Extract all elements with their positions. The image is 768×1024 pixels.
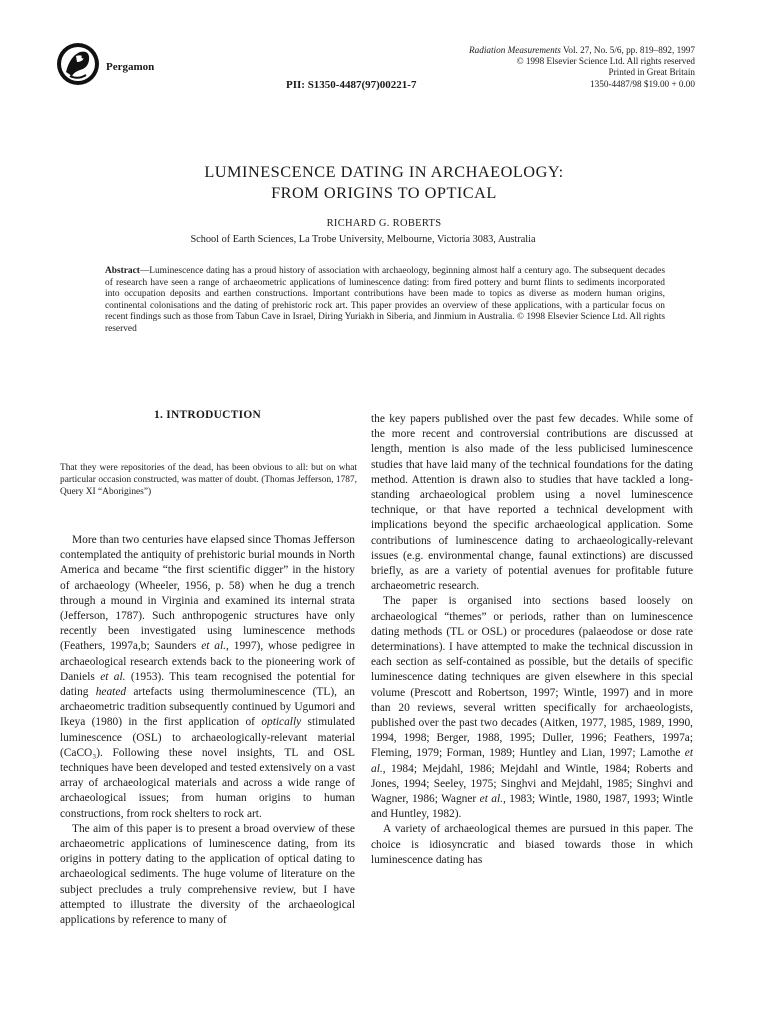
author-affiliation: School of Earth Sciences, La Trobe University, Melbourne, Victoria 3083, Australia [190, 234, 536, 245]
text-run: More than two centuries have elapsed since Thomas Jefferson contemplated the antiquity of prehistoric burial mounds in North America and became “the first scientific digger” in the history of archaeology (Wheeler, 1956, p. 58) when he dug a trench through a mound in Virginia and examined its internal strata (Jefferson, 1787). Such anthropogenic structures have only recently been investigated using luminescence methods (Feathers, 1997a,b; Saunders [60, 534, 355, 653]
epigraph-quote: That they were repositories of the dead, has been obvious to all: but on what particular occasion constructed, was matter of doubt. (Thomas Jefferson, 1787, Query XI “Aborigines”) [60, 463, 357, 498]
text-run: , 1997), whose pedigree in archaeological research extends back to the pioneering work of Daniels [60, 640, 356, 683]
text-run: , 1984; Mejdahl, 1986; Mejdahl and Wintle, 1984; Roberts and Jones, 1994; Seeley, 1975; Singhvi and Mejdahl, 1985; Singhvi and Wagner, 1986; Wagner [371, 762, 693, 806]
issn-price-line: 1350-4487/98 $19.00 + 0.00 [590, 78, 695, 89]
printed-line: Printed in Great Britain [608, 67, 695, 78]
text-run-italic: et al. [201, 640, 227, 653]
left-column [60, 533, 355, 928]
abstract-label: Abstract [105, 266, 140, 276]
section-heading-introduction: 1. INTRODUCTION [153, 409, 262, 421]
text-run: , 1983; Wintle, 1980, 1987, 1993; Wintle and Huntley, 1982). [371, 793, 693, 821]
pii-code: PII: S1350-4487(97)00221-7 [286, 79, 417, 91]
text-run-italic: et al. [100, 670, 126, 683]
author-name: RICHARD G. ROBERTS [326, 218, 442, 229]
publisher-name: Pergamon [106, 61, 155, 73]
paragraph: The aim of this paper is to present a broad overview of these archaeometric applications of luminescence dating, from its origins in pottery dating to the application of optical dating to archaeological sediments. The huge volume of literature on the subject precludes a truly comprehensive review, but I have attempted to illustrate the diversity of the archaeological applications by reference to many of [60, 822, 355, 927]
pergamon-logo-icon [56, 42, 100, 86]
text-run: artefacts using thermoluminescence (TL), an archaeometric tradition subsequently continued by Ugumori and Ikeya (1980) in the first application of [60, 686, 355, 729]
title-line-2: FROM ORIGINS TO OPTICAL [271, 183, 497, 202]
text-run-italic: et al. [371, 747, 693, 775]
right-column [371, 412, 693, 868]
paragraph: A variety of archaeological themes are pursued in this paper. The choice is idiosyncratic and biased towards those in which luminescence dating has [371, 823, 693, 866]
paragraph [60, 533, 355, 822]
text-run-italic: heated [95, 686, 127, 699]
paper-title [0, 161, 768, 203]
text-run-italic: optically [261, 716, 302, 729]
abstract-text: —Luminescence dating has a proud history of association with archaeology, beginning almost half a century ago. The subsequent decades of research have seen a range of archaeometric applications of luminescence dating: from fired pottery and burnt flints to sediments incorporated into occupation deposits and earthen constructions. Important contributions have been made to topics as diverse as modern human origins, continental colonisations and the dating of prehistoric rock art. This paper provides an overview of these applications, with a particular focus on recent findings such as those from Tabun Cave in Israel, Diring Yuriakh in Siberia, and Jinmium in Australia. © 1998 Elsevier Science Ltd. All rights reserved [105, 266, 665, 334]
paragraph [371, 594, 693, 822]
paragraph: the key papers published over the past few decades. While some of the more recent and controversial contributions are discussed at length, mention is also made of the less publicised luminescence studies that have laid many of the technical foundations for the dating method. Attention is drawn also to studies that have tackled a long-standing archaeological problem using a novel luminescence technique, or that have reported a technical development with implications beyond the specific archaeological application. Some contributions of luminescence dating to archaeologically-relevant issues (e.g. environmental change, faunal extinctions) are discussed briefly, as are a variety of potential avenues for profitable future archaeometric research. [371, 413, 693, 593]
journal-citation: Vol. 27, No. 5/6, pp. 819–892, 1997 [560, 45, 695, 55]
text-run: (1953). This team recognised the potential for dating [60, 670, 355, 699]
text-run: The paper is organised into sections based loosely on archaeological “themes” or periods, rather than on luminescence dating methods (TL or OSL) or procedures (palaeodose or dose rate determinations). I have attempted to make the technical discussion in each section as self-contained as possible, but the details of specific luminescence dating techniques are given elsewhere in this special volume (Prescott and Robertson, 1997; Wintle, 1997) and in more than 20 reviews, several written specifically for archaeologists, published over the past two decades (Aitken, 1977, 1985, 1989, 1990, 1994, 1998; Berger, 1988, 1995; Duller, 1996; Feathers, 1997a; Fleming, 1979; Forman, 1989; Huntley and Lian, 1997; Lamothe [371, 595, 693, 760]
title-line-1: LUMINESCENCE DATING IN ARCHAEOLOGY: [204, 162, 564, 181]
journal-name: Radiation Measurements [469, 45, 561, 55]
journal-citation-line [469, 45, 695, 56]
publisher-block [56, 42, 154, 86]
text-run-italic: et al. [479, 793, 503, 806]
text-run: stimulated luminescence (OSL) to archaeologically-relevant material (CaCO₃). Following these novel insights, TL and OSL techniques have been developed and tested extensively on a vast array of archaeological materials and across a wide range of archaeological issues; from human origins to human constructions, from rock shelters to rock art. [60, 716, 355, 820]
abstract [105, 266, 665, 336]
copyright-line: © 1998 Elsevier Science Ltd. All rights reserved [516, 56, 695, 67]
journal-info [469, 45, 695, 90]
